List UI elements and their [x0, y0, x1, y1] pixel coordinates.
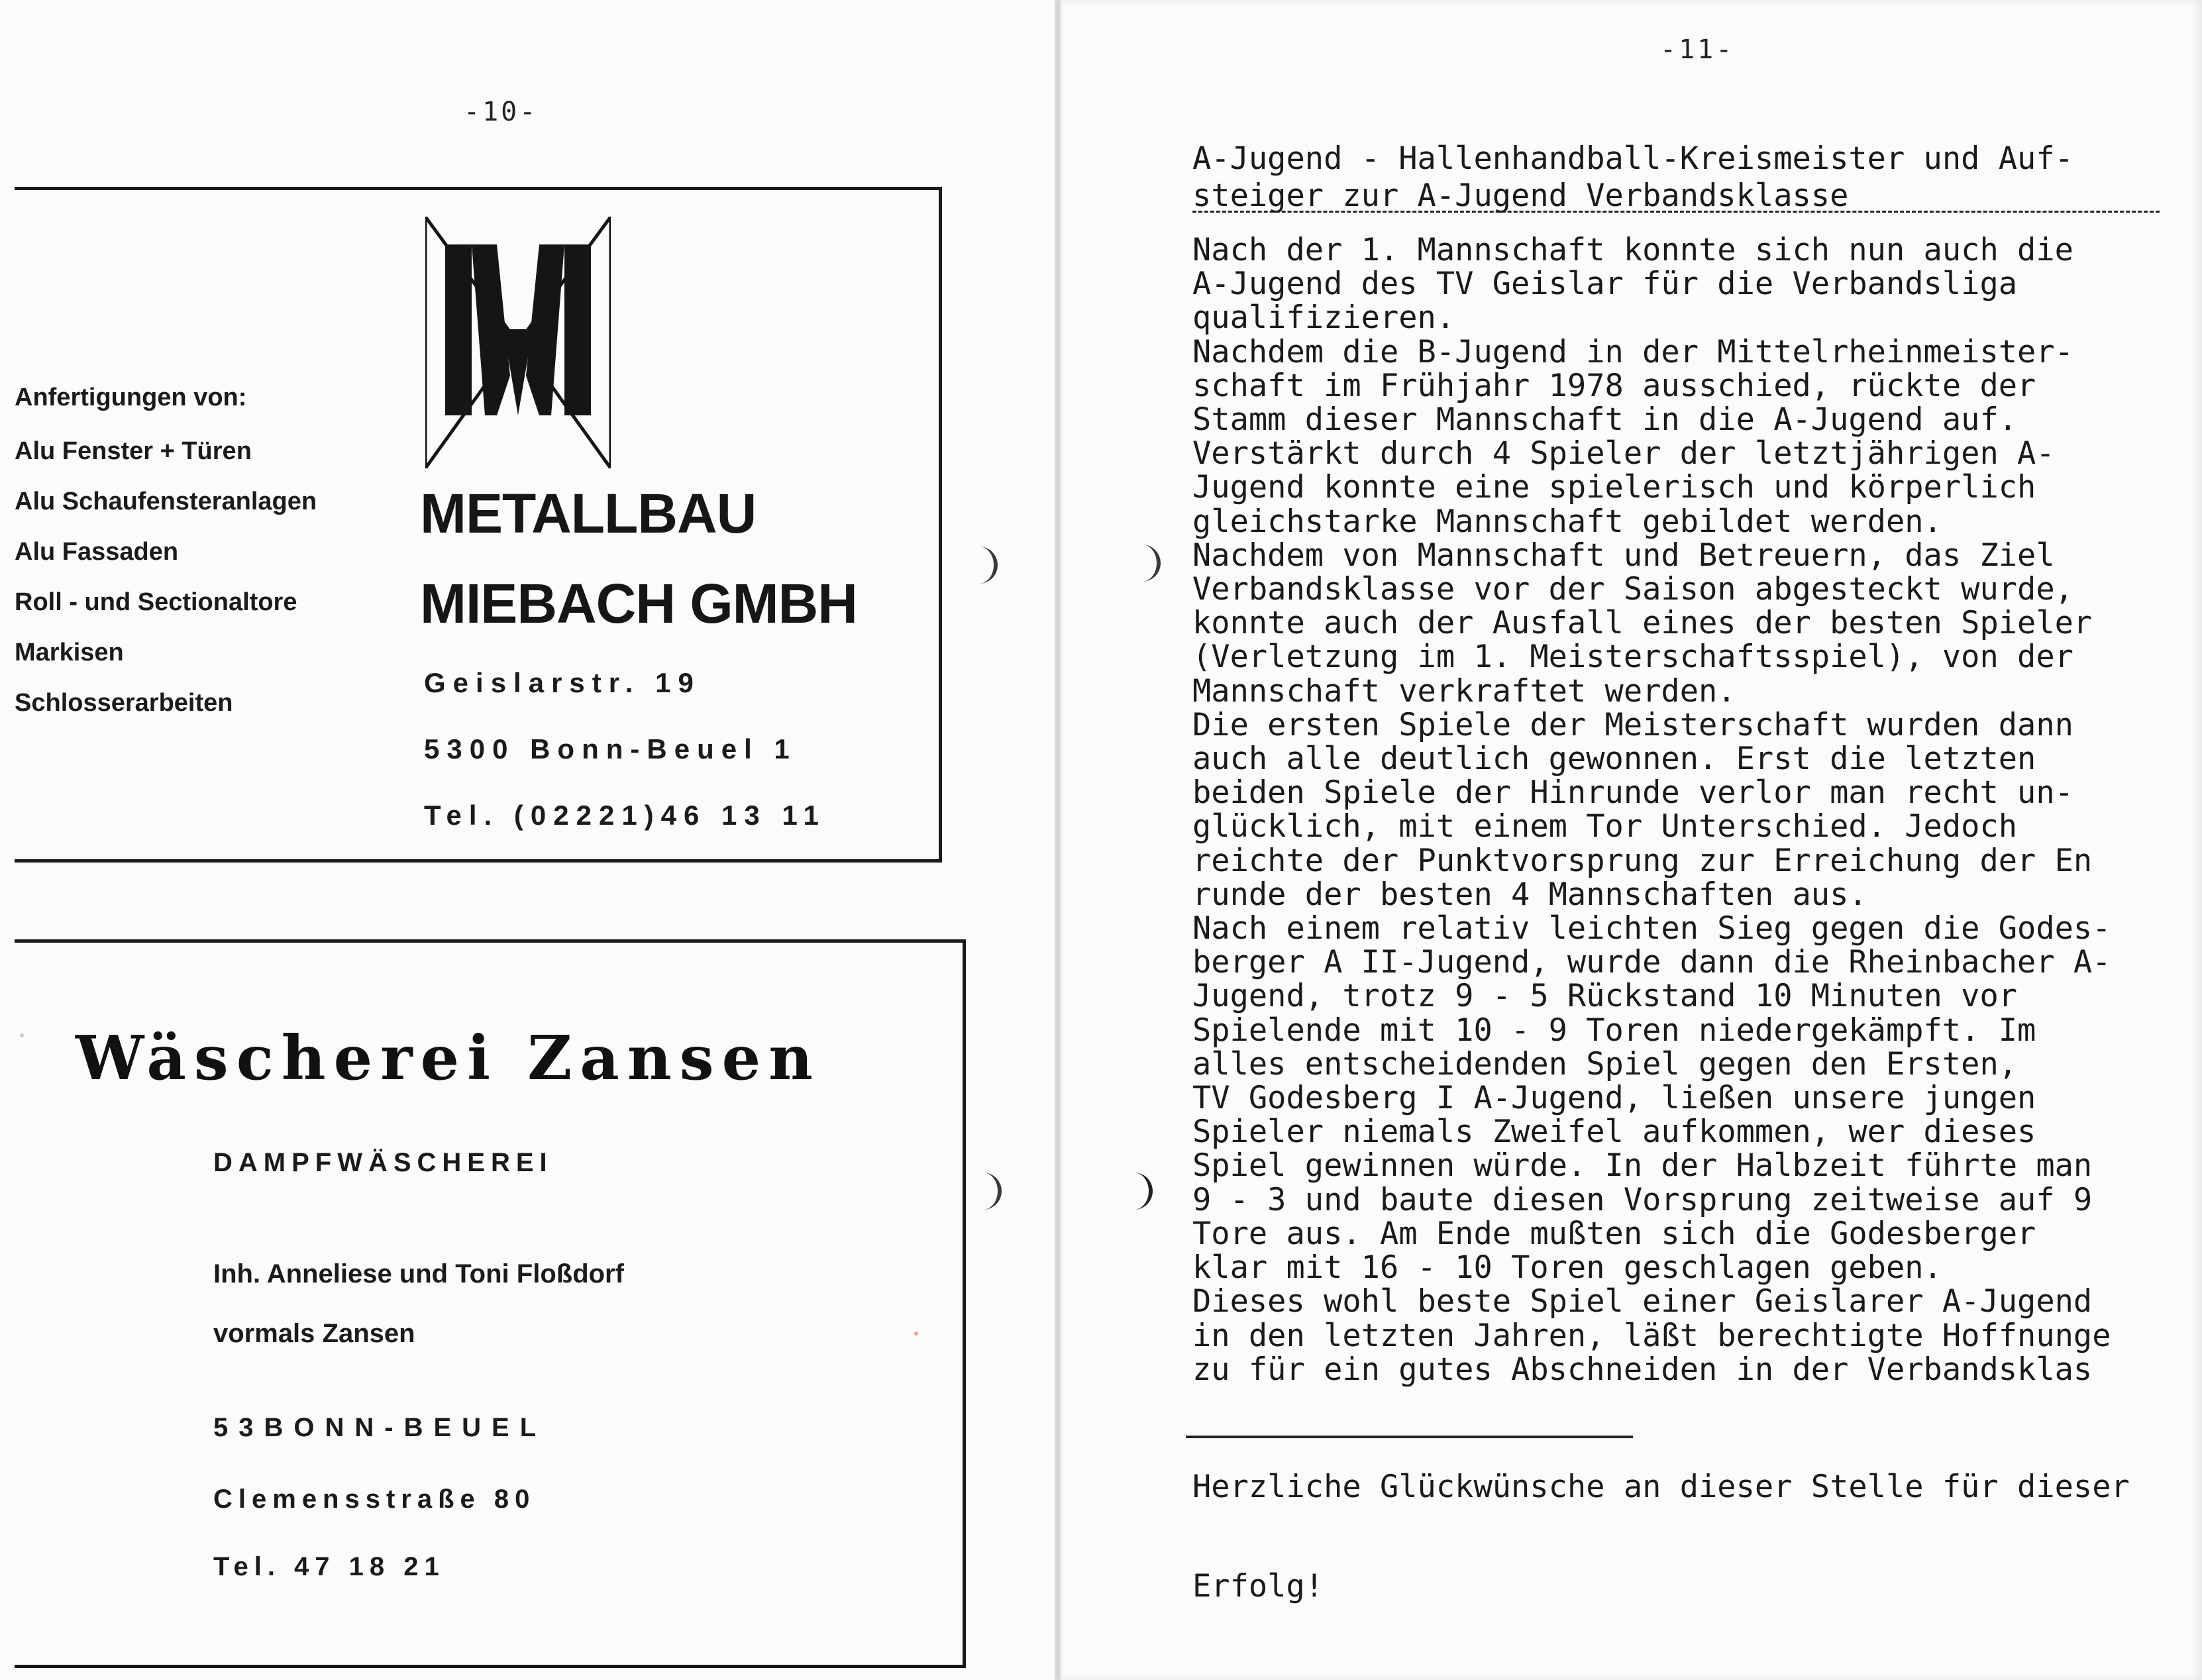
article-body-line: schaft im Frühjahr 1978 ausschied, rückte der: [1192, 367, 2036, 404]
article-body-line: Verstärkt durch 4 Spieler der letztjährigen A-: [1192, 435, 2055, 472]
article-body-line: 9 - 3 und baute diesen Vorsprung zeitweise auf 9: [1192, 1181, 2093, 1218]
article-headline-line-2: steiger zur A-Jugend Verbandsklasse: [1192, 179, 1849, 213]
waescherei-title: Wäscherei Zansen: [76, 1022, 821, 1094]
article-body-line: Spiel gewinnen würde. In der Halbzeit führte man: [1192, 1147, 2093, 1184]
article-body-line: zu für ein gutes Abschneiden in der Verbandsklas: [1192, 1351, 2093, 1387]
article-body-line: Jugend konnte eine spielerisch und körperlich: [1192, 469, 2036, 506]
phone-number: Tel. (02221)46 13 11: [424, 800, 826, 831]
waescherei-city: 53BONN-BEUEL: [213, 1413, 547, 1442]
mm-monogram-logo-icon: [425, 217, 611, 468]
book-gutter: [1055, 0, 1061, 1680]
page-number-left: -10-: [464, 97, 539, 127]
address-city: 5300 Bonn-Beuel 1: [424, 733, 797, 764]
article-body-line: glücklich, mit einem Tor Unterschied. Jedoch: [1192, 808, 2018, 845]
article-closing: [1192, 1404, 2199, 1636]
article-body-line: (Verletzung im 1. Meisterschaftsspiel), von der: [1192, 639, 2073, 676]
closing-underline: [1186, 1436, 1633, 1438]
company-name-line-1: METALLBAU: [420, 482, 757, 545]
services-list: [15, 369, 317, 728]
address-street: Geislarstr. 19: [424, 667, 701, 698]
service-item: Schlosserarbeiten: [15, 689, 233, 717]
page-number-right: -11-: [1660, 34, 1735, 65]
article-body-line: Nach einem relativ leichten Sieg gegen die Godes-: [1192, 910, 2111, 947]
waescherei-phone: Tel. 47 18 21: [213, 1552, 445, 1581]
article-body-line: beiden Spiele der Hinrunde verlor man recht un-: [1192, 774, 2073, 812]
article-body-line: berger A II-Jugend, wurde dann die Rheinbacher A-: [1192, 944, 2111, 981]
article-body-line: in den letzten Jahren, läßt berechtigte Hoffnunge: [1192, 1317, 2111, 1354]
paper-speck: [914, 1332, 918, 1336]
closing-line-1: Herzliche Glückwünsche an dieser Stelle für dieser: [1192, 1469, 2130, 1505]
ad-metallbau-miebach: [15, 187, 942, 863]
article-body: [1192, 233, 2199, 1387]
service-item: Markisen: [15, 639, 124, 666]
article-body-line: A-Jugend des TV Geislar für die Verbandsliga: [1192, 266, 2018, 303]
article-body-line: Verbandsklasse vor der Saison abgesteckt wurde,: [1192, 571, 2073, 608]
article-body-line: Nachdem die B-Jugend in der Mittelrheinmeister-: [1192, 333, 2073, 370]
ad-waescherei-zansen: [15, 939, 966, 1668]
waescherei-street: Clemensstraße 80: [213, 1485, 536, 1514]
closing-line-2: Erfolg!: [1192, 1568, 1324, 1604]
article-body-line: Spielende mit 10 - 9 Toren niedergekämpft. Im: [1192, 1012, 2036, 1049]
article-body-line: reichte der Punktvorsprung zur Erreichung der En: [1192, 842, 2093, 879]
article-body-line: Stamm dieser Mannschaft in die A-Jugend auf.: [1192, 401, 2018, 439]
article-headline-line-1: A-Jugend - Hallenhandball-Kreismeister und Auf-: [1192, 142, 2073, 176]
service-item: Roll - und Sectionaltore: [15, 588, 297, 616]
formerly-line: vormals Zansen: [213, 1319, 415, 1348]
article-body-line: qualifizieren.: [1192, 299, 1455, 337]
waescherei-subtitle: DAMPFWÄSCHEREI: [213, 1148, 553, 1177]
service-item: Alu Schaufensteranlagen: [15, 488, 317, 515]
headline-underline: [1192, 211, 2160, 213]
paper-speck: [20, 1033, 24, 1037]
service-item: Alu Fassaden: [15, 538, 179, 566]
services-heading: Anfertigungen von:: [15, 384, 247, 411]
article-body-line: TV Godesberg I A-Jugend, ließen unsere jungen: [1192, 1080, 2036, 1117]
article-body-line: Die ersten Spiele der Meisterschaft wurden dann: [1192, 706, 2073, 743]
article-body-line: alles entscheidenden Spiel gegen den Ersten,: [1192, 1045, 2018, 1082]
article-body-line: gleichstarke Mannschaft gebildet werden.: [1192, 503, 1942, 540]
article-body-line: runde der besten 4 Mannschaften aus.: [1192, 876, 1867, 913]
article-body-line: Mannschaft verkraftet werden.: [1192, 672, 1736, 709]
article-body-line: Nach der 1. Mannschaft konnte sich nun auch die: [1192, 233, 2073, 268]
company-name-line-2: MIEBACH GMBH: [420, 572, 857, 635]
article-body-line: Dieses wohl beste Spiel einer Geislarer A-Jugend: [1192, 1283, 2093, 1320]
article-body-line: klar mit 16 - 10 Toren geschlagen geben.: [1192, 1249, 1942, 1286]
article-body-line: Spieler niemals Zweifel aufkommen, wer dieses: [1192, 1114, 2036, 1151]
service-item: Alu Fenster + Türen: [15, 437, 252, 465]
article-body-line: konnte auch der Ausfall eines der besten Spieler: [1192, 605, 2093, 642]
article-body-line: Tore aus. Am Ende mußten sich die Godesberger: [1192, 1215, 2036, 1252]
article-body-line: auch alle deutlich gewonnen. Erst die letzten: [1192, 741, 2036, 778]
article-body-line: Jugend, trotz 9 - 5 Rückstand 10 Minuten vor: [1192, 978, 2018, 1015]
owner-line: Inh. Anneliese und Toni Floßdorf: [213, 1259, 624, 1288]
article-body-line: Nachdem von Mannschaft und Betreuern, das Ziel: [1192, 537, 2055, 574]
